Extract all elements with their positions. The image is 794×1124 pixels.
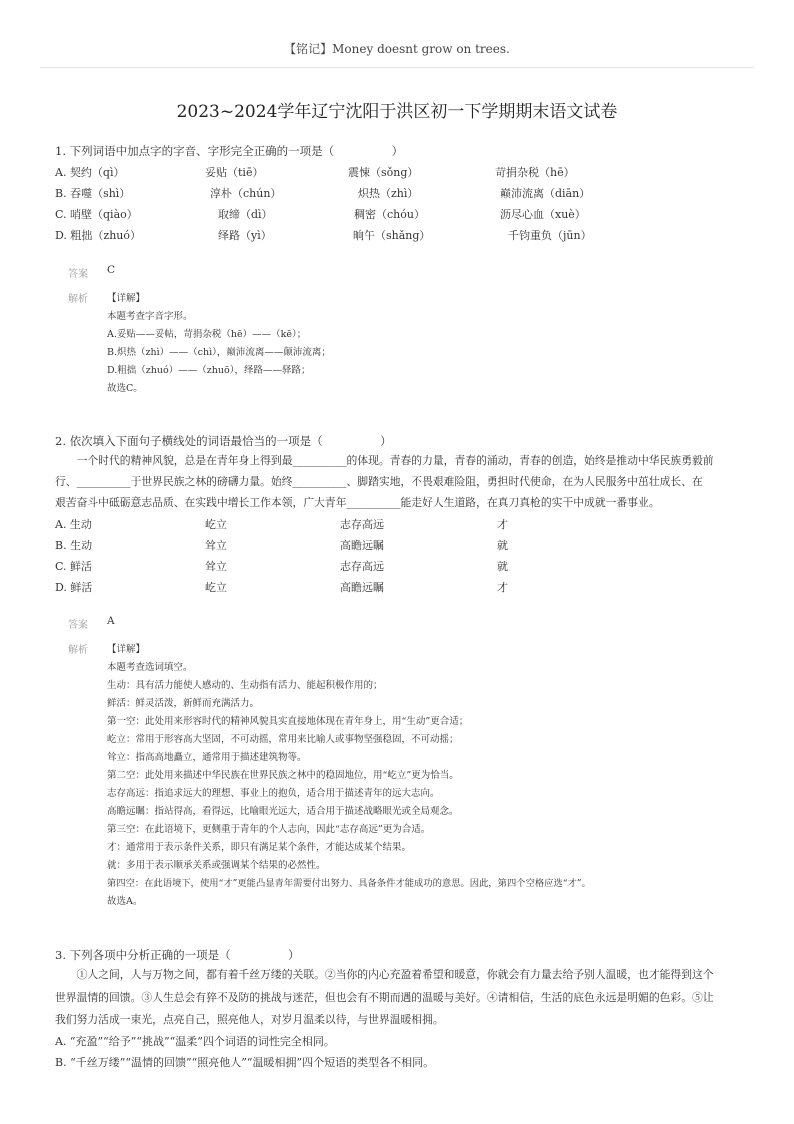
q2-option-b-3: 高瞻远瞩 [340, 539, 384, 552]
q2-option-a-1: A. 生动 [55, 518, 92, 531]
q1-analysis-label: 解析 [68, 294, 88, 305]
q2-option-d-2: 屹立 [205, 581, 227, 594]
q2-explanation-line: 屹立：常用于形容高大坚固，不可动摇，常用来比喻人或事物坚强稳固，不可动摇； [107, 734, 459, 745]
q1-option-c-4: 沥尽心血（xuè） [500, 208, 586, 221]
q1-option-a-3: 震悚（sǒng） [348, 166, 419, 179]
q1-explanation-line: A.妥贴——妥帖，苛捐杂税（hē）——（kē）； [107, 329, 307, 340]
q1-option-b-3: 炽热（zhì） [358, 187, 419, 200]
q2-stem: 2. 依次填入下面句子横线处的词语最恰当的一项是（ ） [55, 434, 392, 448]
q1-option-a-1: A. 契约（qì） [55, 166, 125, 179]
q2-detail-heading: 【详解】 [107, 644, 146, 655]
q1-option-b-4: 巅沛流离（diān） [500, 187, 591, 200]
q2-analysis-label: 解析 [68, 645, 88, 656]
q2-explanation-line: 就：多用于表示顺承关系或强调某个结果的必然性。 [107, 860, 326, 871]
q2-explanation-line: 故选A。 [107, 896, 143, 907]
q2-explanation-line: 第三空：在此语境下，更侧重于青年的个人志向，因此“志存高远”更为合适。 [107, 824, 431, 835]
q1-answer-label: 答案 [68, 269, 88, 280]
q1-detail-heading: 【详解】 [107, 293, 146, 304]
q2-explanation-line: 才：通常用于表示条件关系，即只有满足某个条件，才能达成某个结果。 [107, 842, 412, 853]
q1-option-b-2: 淳朴（chún） [210, 187, 282, 200]
q2-option-b-4: 就 [497, 539, 508, 552]
q1-option-b-1: B. 吞噬（shì） [55, 187, 131, 200]
q1-answer-value: C [107, 264, 116, 276]
q2-explanation-line: 鲜活：鲜灵活泼，新鲜而充满活力。 [107, 698, 260, 709]
q2-option-c-4: 就 [497, 560, 508, 573]
q2-passage-line: 艰苦奋斗中砥砺意志品质、在实践中增长工作本领，广大青年__________能走好人生道路，在真刀真枪的实干中成就一番事业。 [55, 496, 660, 509]
q1-option-c-2: 取缔（dì） [218, 208, 273, 221]
q1-option-d-4: 千钧重负（jūn） [508, 229, 592, 242]
q3-option-a: A. “充盈”“给予”“挑战”“温柔”四个词语的词性完全相同。 [55, 1035, 335, 1048]
q2-passage-line: 行、__________于世界民族之林的磅礴力量。始终__________、脚踏实地，不畏艰难险阻，勇担时代使命，在为人民服务中茁壮成长、在 [55, 475, 703, 488]
q1-option-a-2: 妥贴（tiē） [205, 166, 264, 179]
q3-passage-line: ①人之间，人与万物之间，都有着千丝万缕的关联。②当你的内心充盈着希望和暖意，你就会有力量去给予别人温暖，也才能得到这个 [55, 968, 714, 981]
q2-option-c-2: 耸立 [205, 560, 227, 573]
q2-option-b-1: B. 生动 [55, 539, 93, 552]
motto-header: 【铭记】Money doesnt grow on trees. [284, 42, 510, 56]
q2-option-d-1: D. 鲜活 [55, 581, 93, 594]
q3-passage-line: 我们努力活成一束光，点亮自己，照亮他人，对岁月温柔以待，与世界温暖相拥。 [55, 1013, 444, 1026]
q3-passage-line: 世界温情的回馈。③人生总会有猝不及防的挑战与迷茫，但也会有不期而遇的温暖与美好。④请相信，生活的底色永远是明媚的色彩。⑤让 [55, 991, 714, 1004]
q2-explanation-line: 本题考查选词填空。 [107, 662, 193, 673]
q2-explanation-line: 第一空：此处用来形容时代的精神风貌具实直接地体现在青年身上，用“生动”更合适； [107, 716, 469, 727]
q1-option-d-1: D. 粗拙（zhuó） [55, 229, 142, 242]
q2-option-b-2: 耸立 [205, 539, 227, 552]
q1-option-c-3: 稠密（chóu） [354, 208, 425, 221]
q2-answer-value: A [107, 615, 115, 627]
q1-explanation-line: 故选C。 [107, 383, 143, 394]
q3-option-b: B. “千丝万缕”“温情的回馈”“照亮他人”“温暖相拥”四个短语的类型各不相同。 [55, 1056, 435, 1069]
q2-answer-label: 答案 [68, 620, 88, 631]
q1-explanation-line: D.粗拙（zhuó）——（zhuō），绎路——驿路； [107, 365, 311, 376]
q2-explanation-line: 第四空：在此语境下，使用“才”更能凸显青年需要付出努力、具备条件才能成功的意思。因此，第四个空格应选“才”。 [107, 878, 591, 889]
q2-option-a-3: 志存高远 [340, 518, 384, 531]
q1-option-a-4: 苛捐杂税（hē） [495, 166, 575, 179]
q2-option-c-3: 志存高远 [340, 560, 384, 573]
q1-stem: 1. 下列词语中加点字的字音、字形完全正确的一项是（ ） [55, 144, 404, 158]
q3-stem: 3. 下列各项中分析正确的一项是（ ） [55, 948, 300, 962]
q1-option-c-1: C. 哨壁（qiào） [55, 208, 138, 221]
q2-option-a-2: 屹立 [205, 518, 227, 531]
q2-option-d-4: 才 [497, 581, 508, 594]
q1-explanation-line: B.炽热（zhì）——（chì），巅沛流离——颠沛流离； [107, 347, 331, 358]
q2-explanation-line: 生动：具有活力能使人感动的、生动指有活力、能起积极作用的； [107, 680, 383, 691]
q2-passage-line: 一个时代的精神风貌，总是在青年身上得到最__________的体现。青春的力量，青春的涌动，青春的创造，始终是推动中华民族勇毅前 [55, 454, 714, 467]
q2-explanation-line: 耸立：指高高地矗立，通常用于描述建筑物等。 [107, 752, 307, 763]
q1-option-d-3: 晌午（shǎng） [353, 229, 431, 242]
q1-explanation-line: 本题考查字音字形。 [107, 311, 193, 322]
q2-explanation-line: 第二空：此处用来描述中华民族在世界民族之林中的稳固地位，用“屹立”更为恰当。 [107, 770, 459, 781]
q2-explanation-line: 志存高远：指追求远大的理想、事业上的抱负，适合用于描述青年的远大志向。 [107, 788, 440, 799]
q2-option-c-1: C. 鲜活 [55, 560, 93, 573]
header-divider [40, 67, 754, 68]
q2-explanation-line: 高瞻远瞩：指站得高，看得远，比喻眼光远大，适合用于描述战略眼光或全局观念。 [107, 806, 459, 817]
q2-option-d-3: 高瞻远瞩 [340, 581, 384, 594]
q2-option-a-4: 才 [497, 518, 508, 531]
page-title: 2023~2024学年辽宁沈阳于洪区初一下学期期末语文试卷 [176, 102, 618, 122]
q1-option-d-2: 绎路（yì） [218, 229, 272, 242]
